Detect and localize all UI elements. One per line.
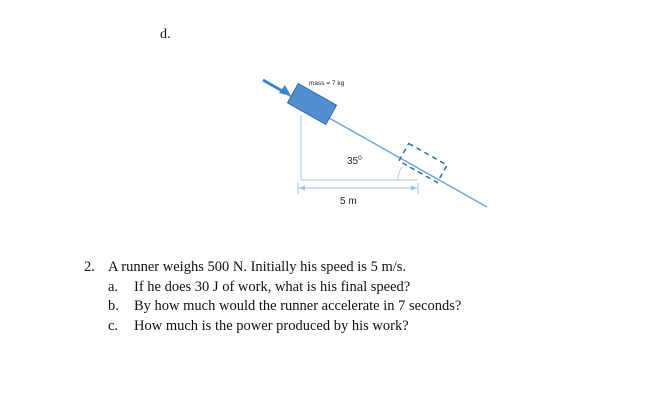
mass-label: mass = 7 kg <box>309 80 345 87</box>
question-text: A runner weighs 500 N. Initially his speed is 5 m/s. <box>108 259 407 275</box>
subquestion-text: By how much would the runner accelerate in 7 seconds? <box>134 298 462 314</box>
subquestion-b <box>108 297 461 317</box>
dimension-arrow-left <box>299 186 305 191</box>
angle-arc <box>398 167 402 180</box>
subquestion-c <box>108 317 461 337</box>
mass-block <box>287 84 336 125</box>
subquestion-letter: c. <box>108 317 119 334</box>
subquestion-letter: a. <box>108 278 119 295</box>
subquestion-text: If he does 30 J of work, what is his final speed? <box>134 278 411 295</box>
part-label: d. <box>160 27 171 42</box>
dimension-arrow-right <box>411 186 417 191</box>
angle-label: $35^0$ <box>347 155 362 167</box>
subquestion-letter: b. <box>108 298 119 314</box>
subquestion-a <box>108 278 461 298</box>
distance-label: 5 m <box>340 196 357 207</box>
push-arrow <box>263 80 284 92</box>
subquestion-text: How much is the power produced by his work? <box>134 317 409 334</box>
question-2 <box>84 258 461 336</box>
question-number: 2. <box>84 259 95 275</box>
question-main <box>84 258 461 278</box>
dashed-block-outline <box>399 143 447 182</box>
